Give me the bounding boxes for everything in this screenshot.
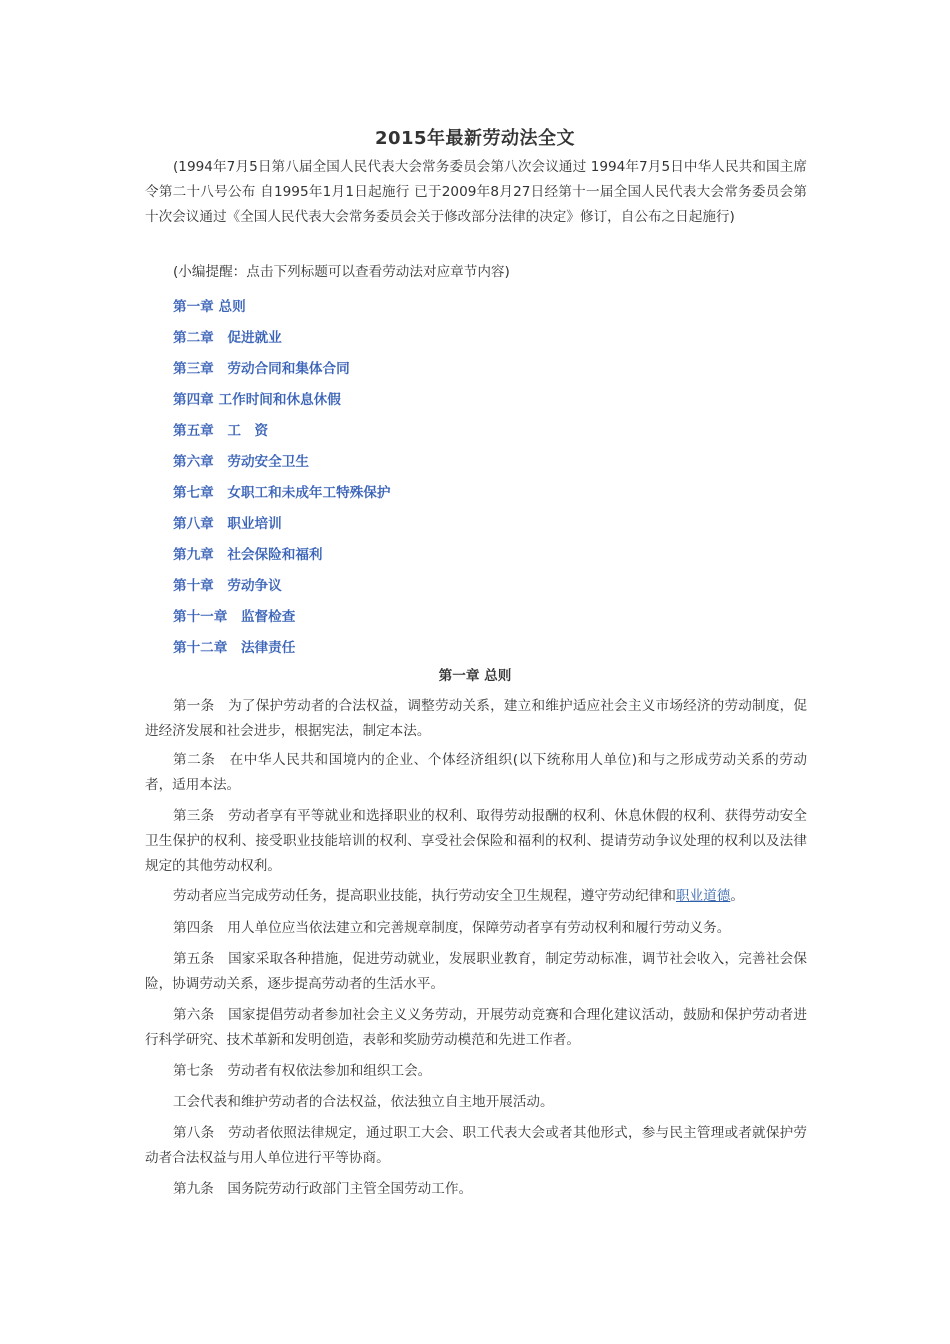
- article-6: 第六条 国家提倡劳动者参加社会主义义务劳动，开展劳动竞赛和合理化建议活动，鼓励和保护劳动者进行科学研究、技术革新和发明创造，表彰和奖励劳动模范和先进工作者。: [145, 1007, 807, 1048]
- document-title: 2015年最新劳动法全文: [374, 128, 576, 149]
- intro-paragraph: (1994年7月5日第八届全国人民代表大会常务委员会第八次会议通过 1994年7月5日中华人民共和国主席令第二十八号公布 自1995年1月1日起施行 已于2009年8月27日经第十一届全国人民代表大会常务委员会第十次会议通过《全国人民代表大会常务委员会关于修改部分法律的决定》修订，自公布之日起施行): [145, 159, 807, 225]
- article-5: 第五条 国家采取各种措施，促进劳动就业，发展职业教育，制定劳动标准，调节社会收入，完善社会保险，协调劳动关系，逐步提高劳动者的生活水平。: [145, 951, 807, 992]
- toc-chapter-10-link[interactable]: 第十章 劳动争议: [173, 578, 282, 594]
- toc-chapter-8-link[interactable]: 第八章 职业培训: [173, 516, 282, 532]
- article-7-paragraph-2: 工会代表和维护劳动者的合法权益，依法独立自主地开展活动。: [173, 1094, 554, 1110]
- article-3-paragraph-2-end: 。: [730, 888, 744, 904]
- article-8: 第八条 劳动者依照法律规定，通过职工大会、职工代表大会或者其他形式，参与民主管理或者就保护劳动者合法权益与用人单位进行平等协商。: [145, 1125, 807, 1166]
- professional-ethics-link[interactable]: 职业道德: [675, 888, 731, 904]
- article-4: 第四条 用人单位应当依法建立和完善规章制度，保障劳动者享有劳动权利和履行劳动义务。: [173, 920, 731, 936]
- toc-chapter-11-link[interactable]: 第十一章 监督检查: [173, 609, 296, 625]
- toc-chapter-4-link[interactable]: 第四章 工作时间和休息休假: [173, 392, 341, 408]
- toc-chapter-5-link[interactable]: 第五章 工 资: [173, 423, 269, 439]
- article-1: 第一条 为了保护劳动者的合法权益，调整劳动关系，建立和维护适应社会主义市场经济的劳动制度，促进经济发展和社会进步，根据宪法，制定本法。: [145, 698, 807, 739]
- article-3-paragraph-2: [145, 884, 807, 909]
- article-3-paragraph-2-text: 劳动者应当完成劳动任务，提高职业技能，执行劳动安全卫生规程，遵守劳动纪律和: [173, 888, 676, 904]
- article-2: 第二条 在中华人民共和国境内的企业、个体经济组织(以下统称用人单位)和与之形成劳动关系的劳动者，适用本法。: [145, 752, 807, 793]
- toc-chapter-12-link[interactable]: 第十二章 法律责任: [173, 640, 296, 656]
- toc-chapter-2-link[interactable]: 第二章 促进就业: [173, 330, 282, 346]
- toc-chapter-3-link[interactable]: 第三章 劳动合同和集体合同: [173, 361, 350, 377]
- toc-chapter-7-link[interactable]: 第七章 女职工和未成年工特殊保护: [173, 485, 391, 501]
- chapter-1-heading: 第一章 总则: [438, 668, 512, 684]
- editor-note: (小编提醒：点击下列标题可以查看劳动法对应章节内容): [173, 264, 510, 280]
- toc-chapter-6-link[interactable]: 第六章 劳动安全卫生: [173, 454, 309, 470]
- article-7: 第七条 劳动者有权依法参加和组织工会。: [173, 1063, 432, 1079]
- toc-chapter-1-link[interactable]: 第一章 总则: [173, 299, 246, 315]
- article-3: 第三条 劳动者享有平等就业和选择职业的权利、取得劳动报酬的权利、休息休假的权利、获得劳动安全卫生保护的权利、接受职业技能培训的权利、享受社会保险和福利的权利、提请劳动争议处理的权利以及法律规定的其他劳动权利。: [145, 808, 807, 874]
- article-9: 第九条 国务院劳动行政部门主管全国劳动工作。: [173, 1181, 473, 1197]
- toc-chapter-9-link[interactable]: 第九章 社会保险和福利: [173, 547, 323, 563]
